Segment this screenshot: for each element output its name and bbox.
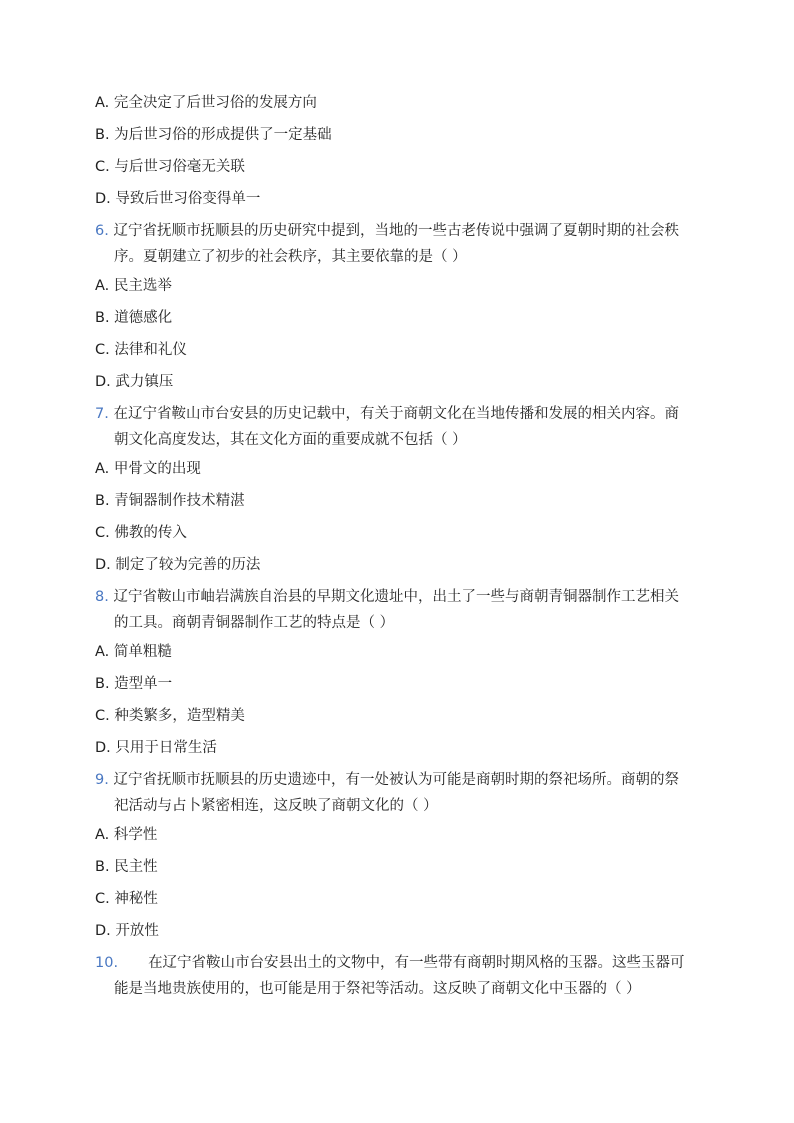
question-number: 7.: [95, 406, 109, 422]
option-q6-b: B. 道德感化: [95, 310, 173, 326]
question-text-line2: 能是当地贵族使用的，也可能是用于祭祀等活动。这反映了商朝文化中玉器的（ ）: [114, 981, 641, 997]
option-q8-c: C. 种类繁多，造型精美: [95, 708, 245, 724]
question-7: [95, 404, 695, 456]
option-q8-a: A. 简单粗糙: [95, 644, 172, 660]
option-q9-b: B. 民主性: [95, 859, 158, 875]
option-q6-d: D. 武力镇压: [95, 374, 174, 390]
question-text-line2: 序。夏朝建立了初步的社会秩序，其主要依靠的是（ ）: [114, 249, 467, 265]
option-q6-c: C. 法律和礼仪: [95, 342, 187, 358]
question-9: [95, 770, 695, 822]
option-q9-c: C. 神秘性: [95, 891, 158, 907]
option-q7-b: B. 青铜器制作技术精湛: [95, 493, 245, 509]
option-q7-c: C. 佛教的传入: [95, 525, 187, 541]
question-text-line2: 祀活动与占卜紧密相连，这反映了商朝文化的（ ）: [114, 798, 438, 814]
question-text-line1: 辽宁省抚顺市抚顺县的历史遗迹中，有一处被认为可能是商朝时期的祭祀场所。商朝的祭: [113, 772, 679, 788]
question-text-line2: 朝文化高度发达，其在文化方面的重要成就不包括（ ）: [114, 432, 467, 448]
question-text-line1: 在辽宁省鞍山市台安县出土的文物中，有一些带有商朝时期风格的玉器。这些玉器可: [148, 955, 685, 971]
option-q5-c: C. 与后世习俗毫无关联: [95, 159, 245, 175]
question-6: [95, 221, 695, 273]
question-text-line1: 辽宁省抚顺市抚顺县的历史研究中提到，当地的一些古老传说中强调了夏朝时期的社会秩: [113, 223, 679, 239]
question-text-line2: 的工具。商朝青铜器制作工艺的特点是（ ）: [114, 615, 395, 631]
option-q5-d: D. 导致后世习俗变得单一: [95, 191, 261, 207]
question-8: [95, 587, 695, 639]
question-text-line1: 辽宁省鞍山市岫岩满族自治县的早期文化遗址中，出土了一些与商朝青铜器制作工艺相关: [113, 589, 679, 605]
option-q5-b: B. 为后世习俗的形成提供了一定基础: [95, 127, 332, 143]
option-q8-b: B. 造型单一: [95, 676, 173, 692]
question-number: 8.: [95, 589, 109, 605]
option-q9-a: A. 科学性: [95, 827, 158, 843]
option-q5-a: A. 完全决定了后世习俗的发展方向: [95, 95, 317, 111]
option-q7-a: A. 甲骨文的出现: [95, 461, 201, 477]
question-number: 9.: [95, 772, 109, 788]
option-q8-d: D. 只用于日常生活: [95, 740, 217, 756]
option-q6-a: A. 民主选举: [95, 278, 172, 294]
option-q7-d: D. 制定了较为完善的历法: [95, 557, 261, 573]
question-number: 6.: [95, 223, 109, 239]
question-text-line1: 在辽宁省鞍山市台安县的历史记载中，有关于商朝文化在当地传播和发展的相关内容。商: [113, 406, 679, 422]
option-q9-d: D. 开放性: [95, 923, 159, 939]
question-10: [95, 953, 695, 1005]
question-number: 10.: [95, 955, 119, 971]
